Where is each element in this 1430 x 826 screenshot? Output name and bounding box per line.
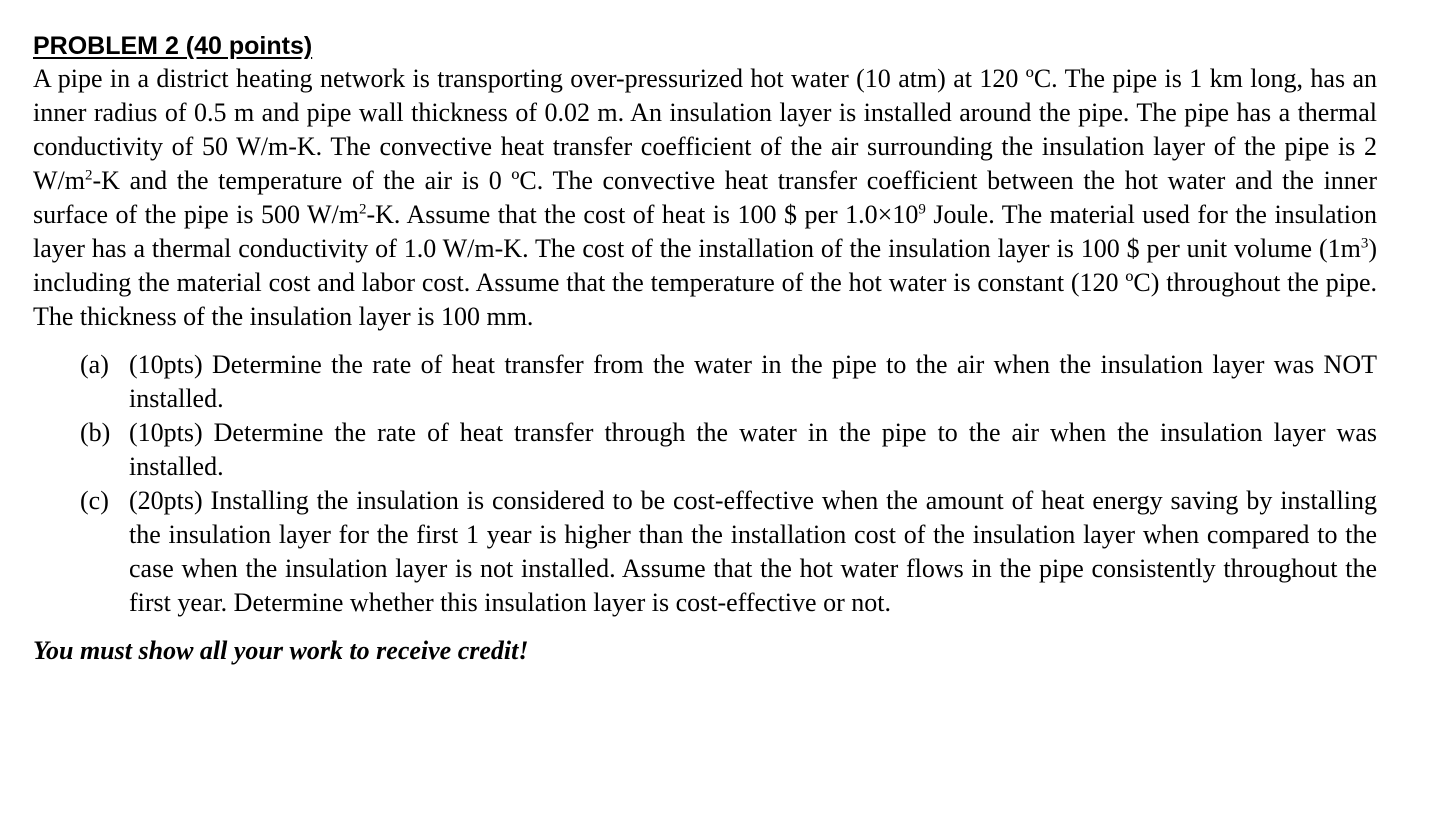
statement-text-4: Joule. The material used for the insulation layer has a thermal conductivity of 1.0 W/m-K. The cost of the installation of the insulation layer is 100 $ per unit volume (1m [33,200,1377,263]
part-marker: (a) [80,350,109,379]
part-text: (10pts) Determine the rate of heat transfer through the water in the pipe to the air when the insulation layer was installed. [129,418,1377,481]
part-marker: (b) [80,418,111,447]
part-text: (20pts) Installing the insulation is considered to be cost-effective when the amount of heat energy saving by installing the insulation layer for the first 1 year is higher than the installation cost of the insulation layer when compared to the case when the insulation layer is not installed. Assume that the hot water flows in the pipe consistently throughout the first year. Determine whether this insulation layer is cost-effective or not. [129,486,1377,617]
part-b [33,416,1377,484]
part-c [33,484,1377,620]
problem-document [33,30,1377,668]
problem-statement [33,62,1377,334]
statement-text-1: A pipe in a district heating network is transporting over-pressurized hot water (10 atm) at 120 ºC. The pipe is 1 km long, has an inner radius of 0.5 m and pipe wall thickness of 0.02 m. An insulation layer is installed around the pipe. The pipe has a thermal conductivity of 50 W/m-K. The convective heat transfer coefficient of the air surrounding the insulation layer of the pipe is 2 W/m [33,64,1377,195]
part-marker: (c) [80,486,109,515]
statement-text-3: -K. Assume that the cost of heat is 100 $ per 1.0×10 [366,200,919,229]
part-text: (10pts) Determine the rate of heat transfer from the water in the pipe to the air when the insulation layer was NOT installed. [129,350,1377,413]
superscript-cubed: 3 [1360,235,1369,252]
statement-text-5: ) including the material cost and labor cost. Assume that the temperature of the hot water is constant (120 ºC) throughout the pipe. The thickness of the insulation layer is 100 mm. [33,234,1377,331]
part-a [33,348,1377,416]
superscript-squared-1: 2 [85,167,93,184]
statement-text-2: -K and the temperature of the air is 0 ºC. The convective heat transfer coefficient between the hot water and the inner surface of the pipe is 500 W/m [33,166,1377,229]
problem-parts-list [33,348,1377,620]
credit-instruction: You must show all your work to receive credit! [33,636,529,665]
superscript-exponent: 9 [918,201,926,218]
problem-title: PROBLEM 2 (40 points) [33,32,313,60]
superscript-squared-2: 2 [358,201,367,218]
